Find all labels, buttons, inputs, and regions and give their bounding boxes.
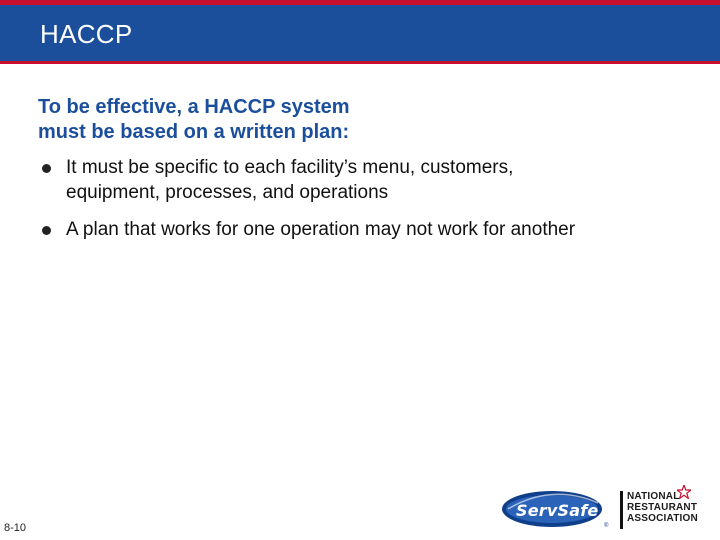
star-icon	[677, 485, 691, 499]
intro-text	[38, 95, 638, 145]
nra-line-1: NATIONAL	[627, 491, 680, 502]
bullet-item	[38, 217, 598, 242]
nra-line-3: ASSOCIATION	[627, 513, 698, 524]
header-bar	[0, 5, 720, 61]
bullet-list	[38, 155, 598, 254]
bullet-text: A plan that works for one operation may not work for another	[66, 219, 576, 240]
servsafe-logo	[500, 489, 612, 529]
intro-line-1: To be effective, a HACCP system	[38, 96, 350, 118]
bullet-dot-icon	[42, 226, 51, 235]
bullet-dot-icon	[42, 164, 51, 173]
svg-text:®: ®	[604, 523, 609, 529]
bullet-item	[38, 155, 598, 205]
nra-logo	[627, 491, 713, 531]
footer-logos	[500, 485, 715, 533]
header-rule	[0, 61, 720, 64]
nra-line-2: RESTAURANT	[627, 502, 698, 513]
intro-line-2: must be based on a written plan:	[38, 121, 350, 143]
servsafe-logo-text: ServSafe	[516, 501, 599, 520]
page-number: 8-10	[4, 522, 27, 534]
slide-title: HACCP	[40, 19, 133, 49]
bullet-text: It must be specific to each facility’s menu, customers, equipment, processes, and operations	[66, 157, 514, 203]
logo-divider	[620, 491, 623, 529]
